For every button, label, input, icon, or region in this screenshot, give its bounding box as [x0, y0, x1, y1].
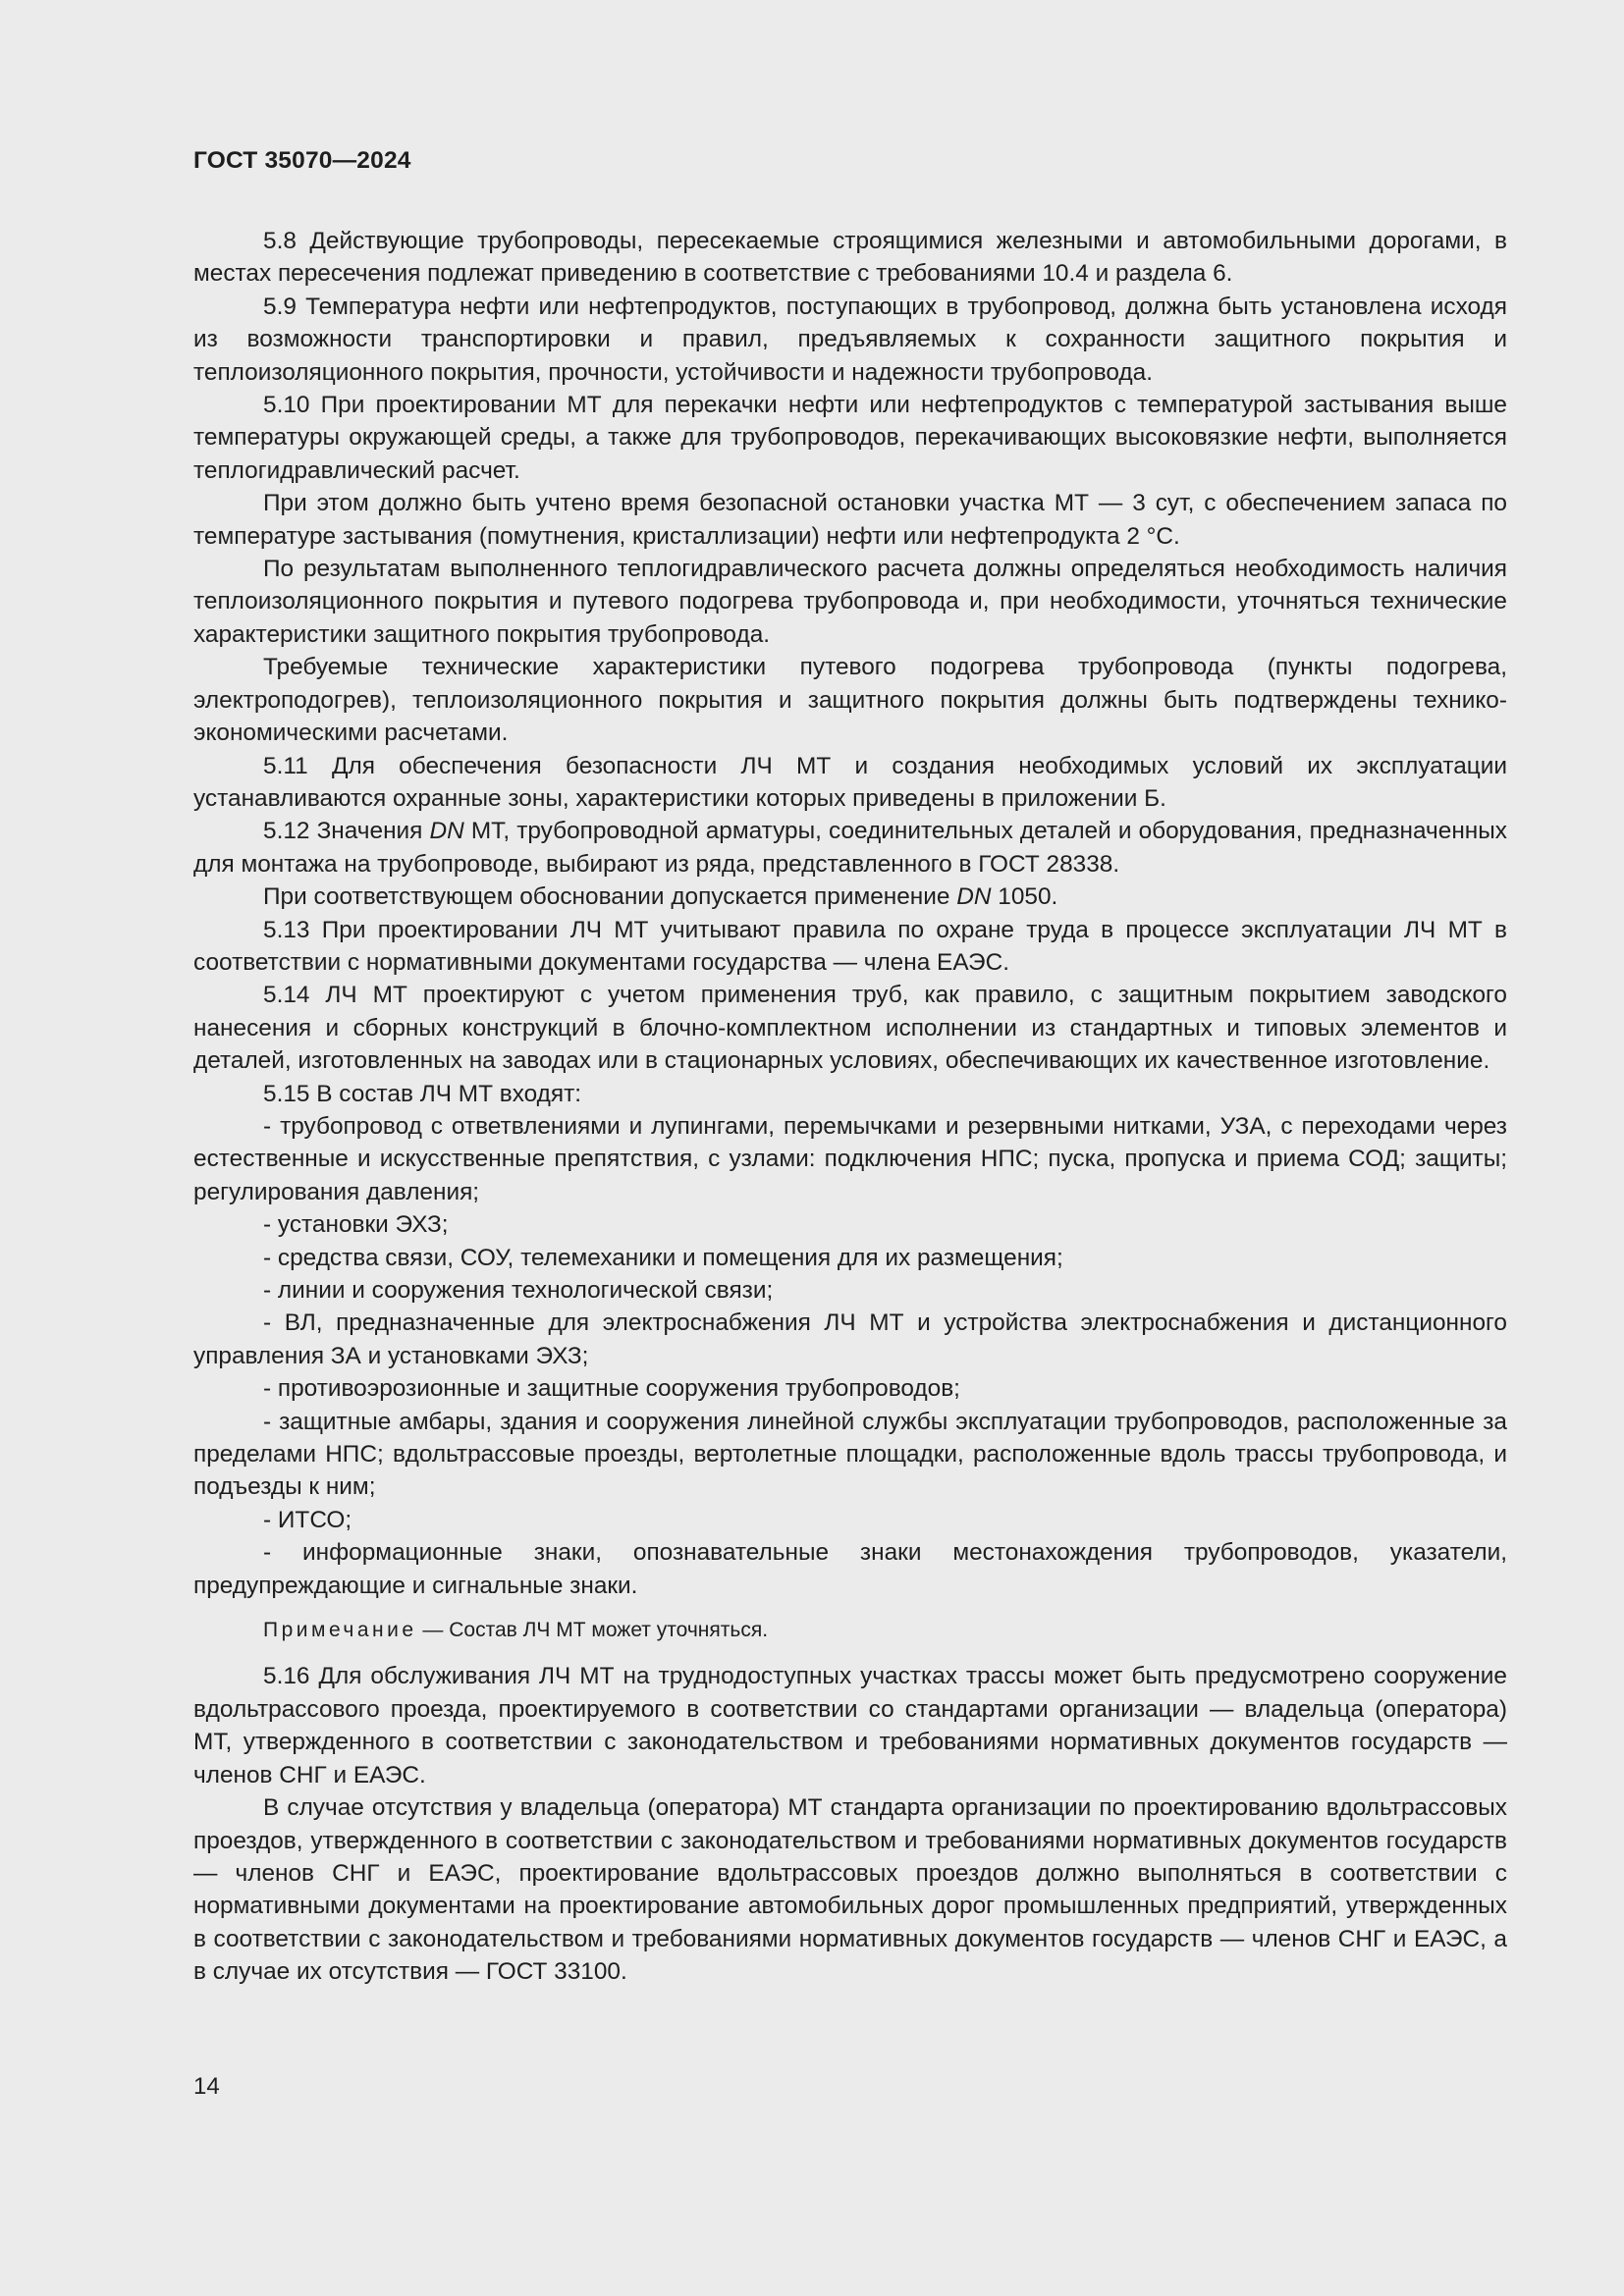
paragraph-5-15: 5.15 В состав ЛЧ МТ входят:: [263, 1080, 582, 1107]
paragraph-5-12-text-a: 5.12 Значения: [263, 818, 430, 845]
paragraph-5-8: 5.8 Действующие трубопроводы, пересекаемые строящимися железными и автомобильными дорогами, в местах пересечения подлежат приведению в соответствие с требованиями 10.4 и раздела 6.: [193, 228, 1507, 288]
paragraph-5-10: 5.10 При проектировании МТ для перекачки нефти или нефтепродуктов с температурой застывания выше температуры окружающей среды, а также для трубопроводов, перекачивающих высоковязкие нефти, выполняется теплогидравлический расчет.: [193, 392, 1507, 484]
paragraph-5-10-stop-time: При этом должно быть учтено время безопасной остановки участка МТ — 3 сут, с обеспечением запаса по температуре застывания (помутнения, кристаллизации) нефти или нефтепродукта 2 °С.: [193, 490, 1507, 550]
note-text: — Состав ЛЧ МТ может уточняться.: [416, 1619, 769, 1642]
note-label: Примечание: [263, 1619, 417, 1642]
note: [193, 1614, 1507, 1646]
paragraph-5-9: 5.9 Температура нефти или нефтепродуктов, поступающих в трубопровод, должна быть установлена исходя из возможности транспортировки и правил, предъявляемых к сохранности защитного покрытия и теплоизоляционного покрытия, прочности, устойчивости и надежности трубопровода.: [193, 293, 1507, 386]
list-item: - линии и сооружения технологической связи;: [263, 1277, 774, 1304]
list-item: - трубопровод с ответвлениями и лупингами, перемычками и резервными нитками, УЗА, с переходами через естественные и искусственные препятствия, с узлами: подключения НПС; пуска, пропуска и приема СОД; защиты; регулирования давления;: [193, 1112, 1507, 1205]
paragraph-5-16: 5.16 Для обслуживания ЛЧ МТ на труднодоступных участках трассы может быть предусмотрено сооружение вдольтрассового проезда, проектируемого в соответствии со стандартами организации — владельца (оператора) МТ, утвержденного в соответствии с законодательством и требованиями нормативных документов государств — членов СНГ и ЕАЭС.: [193, 1663, 1507, 1789]
list-item: - информационные знаки, опознавательные знаки местонахождения трубопроводов, указатели, предупреждающие и сигнальные знаки.: [193, 1539, 1507, 1599]
paragraph-5-12-dn1050: [193, 881, 1507, 913]
paragraph-5-12: [193, 815, 1507, 881]
dn-symbol: DN: [429, 818, 464, 845]
paragraph-5-10-requirements: Требуемые технические характеристики путевого подогрева трубопровода (пункты подогрева, электроподогрев), теплоизоляционного покрытия и защитного покрытия должны быть подтверждены технико-экономическими расчетами.: [193, 654, 1507, 747]
paragraph-5-12b-text-b: 1050.: [991, 883, 1058, 911]
paragraph-5-11: 5.11 Для обеспечения безопасности ЛЧ МТ и создания необходимых условий их эксплуатации устанавливаются охранные зоны, характеристики которых приведены в приложении Б.: [193, 752, 1507, 812]
paragraph-5-12-text-b: МТ, трубопроводной арматуры, соединительных деталей и оборудования, предназначенных для монтажа на трубопроводе, выбирают из ряда, представленного в ГОСТ 28338.: [193, 818, 1507, 878]
document-body: [193, 225, 1507, 1989]
list-item: - ВЛ, предназначенные для электроснабжения ЛЧ МТ и устройства электроснабжения и дистанционного управления ЗА и установками ЭХЗ;: [193, 1309, 1507, 1369]
paragraph-5-16-absence: В случае отсутствия у владельца (оператора) МТ стандарта организации по проектированию вдольтрассовых проездов, утвержденного в соответствии с законодательством и требованиями нормативных документов государств — членов СНГ и ЕАЭС, проектирование вдольтрассовых проездов должно выполняться в соответствии с нормативными документами на проектирование автомобильных дорог промышленных предприятий, утвержденных в соответствии с законодательством и требованиями нормативных документов государств — членов СНГ и ЕАЭС, а в случае их отсутствия — ГОСТ 33100.: [193, 1794, 1507, 1986]
dn-symbol: DN: [956, 883, 992, 911]
list-item: - противоэрозионные и защитные сооружения трубопроводов;: [263, 1375, 960, 1403]
list-item: - установки ЭХЗ;: [263, 1211, 449, 1239]
paragraph-5-13: 5.13 При проектировании ЛЧ МТ учитывают правила по охране труда в процессе эксплуатации ЛЧ МТ в соответствии с нормативными документами государства — члена ЕАЭС.: [193, 916, 1507, 976]
paragraph-5-14: 5.14 ЛЧ МТ проектируют с учетом применения труб, как правило, с защитным покрытием заводского нанесения и сборных конструкций в блочно-комплектном исполнении из стандартных и типовых элементов и деталей, изготовленных на заводах или в стационарных условиях, обеспечивающих их качественное изготовление.: [193, 982, 1507, 1075]
document-header: ГОСТ 35070—2024: [193, 147, 411, 174]
paragraph-5-12b-text-a: При соответствующем обосновании допускается применение: [263, 883, 957, 911]
list-item: - средства связи, СОУ, телемеханики и помещения для их размещения;: [263, 1244, 1063, 1271]
paragraph-5-10-results: По результатам выполненного теплогидравлического расчета должны определяться необходимость наличия теплоизоляционного покрытия и путевого подогрева трубопровода и, при необходимости, уточняться технические характеристики защитного покрытия трубопровода.: [193, 556, 1507, 648]
list-item: - защитные амбары, здания и сооружения линейной службы эксплуатации трубопроводов, расположенные за пределами НПС; вдольтрассовые проезды, вертолетные площадки, расположенные вдоль трассы трубопровода, и подъезды к ним;: [193, 1408, 1507, 1501]
list-item: - ИТСО;: [263, 1506, 352, 1533]
page-number: 14: [193, 2073, 220, 2100]
